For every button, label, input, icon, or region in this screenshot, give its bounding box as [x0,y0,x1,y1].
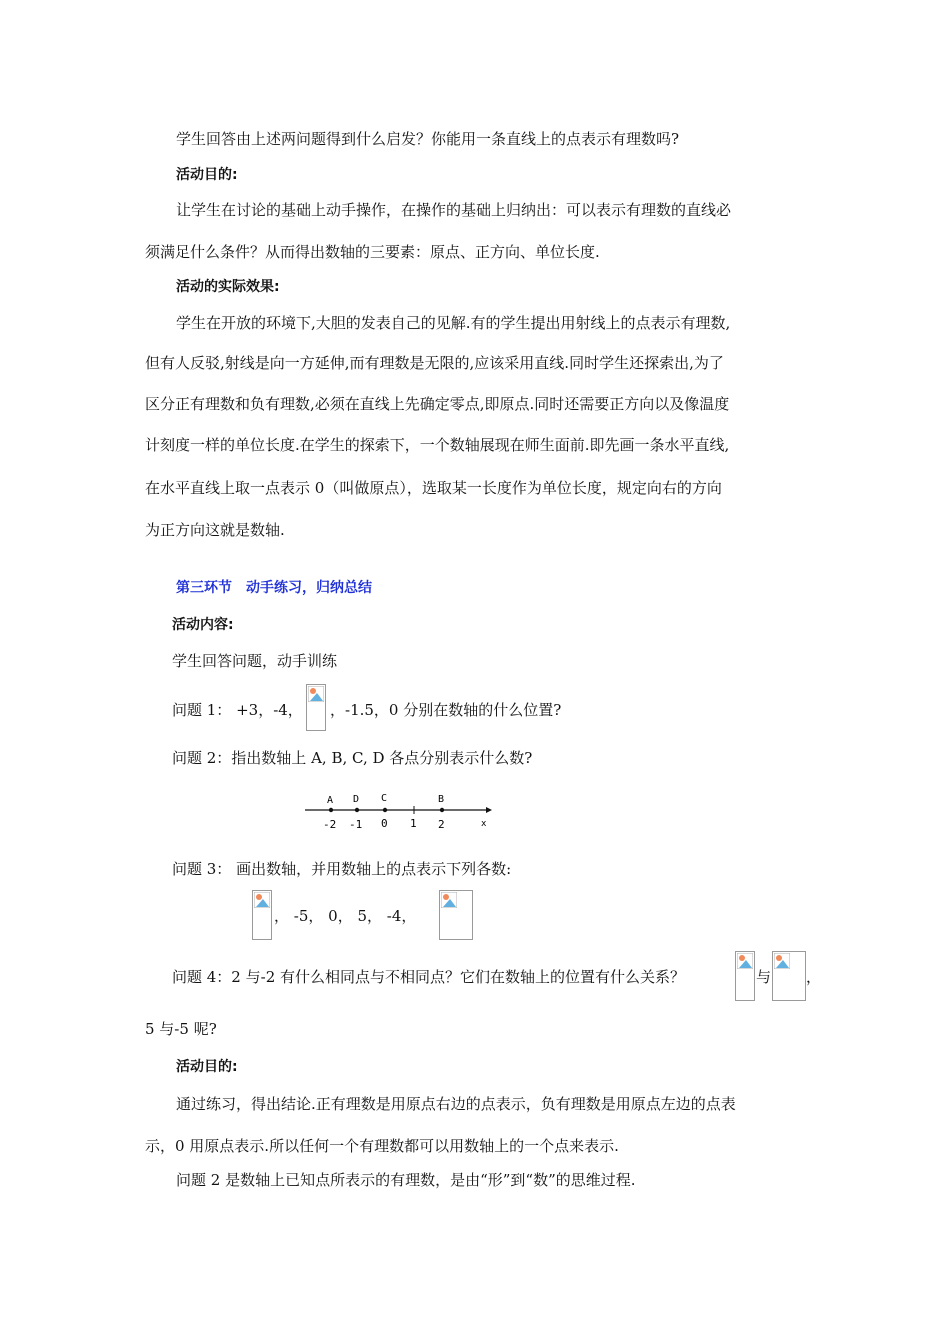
question-1-prefix: 问题 1： +3，-4， [172,701,303,719]
goal-line-1: 让学生在讨论的基础上动手操作，在操作的基础上归纳出：可以表示有理数的直线必 [176,201,732,219]
paragraph-question: 学生回答由上述两问题得到什么启发？你能用一条直线上的点表示有理数吗? [176,130,680,148]
question-3: 问题 3： 画出数轴，并用数轴上的点表示下列各数: [172,860,512,878]
question-4-line-2: 5 与-5 呢? [145,1020,217,1038]
number-line-figure [300,788,500,834]
question-4-comma: ， [806,968,822,986]
content-text: 学生回答问题，动手训练 [172,652,338,670]
section-title: 第三环节 动手练习，归纳总结 [176,580,372,596]
label-a: A [327,795,334,806]
heading-activity-goal-2: 活动目的: [176,1059,238,1075]
question-4-with: 与 [756,968,772,986]
heading-activity-effect: 活动的实际效果: [176,279,280,295]
question-3-numbers: ， -5， 0， 5， -4， [274,907,417,925]
label-c: C [381,793,388,804]
tick-label: -1 [349,818,363,831]
point-a [329,808,333,812]
effect-line-5: 在水平直线上取一点表示 0（叫做原点），选取某一长度作为单位长度，规定向右的方向 [145,479,722,497]
heading-activity-goal: 活动目的: [176,167,238,183]
question-4: 问题 4：2 与-2 有什么相同点与不相同点？它们在数轴上的位置有什么关系？ [172,968,686,986]
effect-line-4: 计刻度一样的单位长度.在学生的探索下，一个数轴展现在师生面前.即先画一条水平直线, [145,436,730,454]
effect-line-1: 学生在开放的环境下,大胆的发表自己的见解.有的学生提出用射线上的点表示有理数, [176,314,731,332]
goal-line-2: 须满足什么条件？从而得出数轴的三要素：原点、正方向、单位长度. [145,243,600,261]
axis-label-x: x [481,819,487,829]
tick-label: 1 [410,817,417,830]
goal-2-line-3: 问题 2 是数轴上已知点所表示的有理数，是由“形”到“数”的思维过程. [176,1171,636,1189]
effect-line-3: 区分正有理数和负有理数,必须在直线上先确定零点,即原点.同时还需要正方向以及像温度 [145,395,730,413]
point-c [383,808,387,812]
goal-2-line-1: 通过练习，得出结论.正有理数是用原点右边的点表示，负有理数是用原点左边的点表 [176,1095,736,1113]
broken-image-icon [772,951,806,1001]
question-1-suffix: ，-1.5，0 分别在数轴的什么位置? [330,701,562,719]
broken-image-icon [735,951,755,1001]
tick-label: -2 [323,818,337,831]
point-d [355,808,359,812]
label-b: B [438,794,445,805]
effect-line-6: 为正方向这就是数轴. [145,521,285,539]
tick-label: 2 [438,818,445,831]
arrow-head [486,807,492,813]
tick-label: 0 [381,817,388,830]
broken-image-icon [306,684,326,731]
broken-image-icon [439,890,473,940]
broken-image-icon [252,890,272,940]
heading-activity-content: 活动内容: [172,617,234,633]
goal-2-line-2: 示，0 用原点表示.所以任何一个有理数都可以用数轴上的一个点来表示. [145,1137,619,1155]
effect-line-2: 但有人反驳,射线是向一方延伸,而有理数是无限的,应该采用直线.同时学生还探索出,为了 [145,354,724,372]
question-2: 问题 2：指出数轴上 A, B, C, D 各点分别表示什么数? [172,749,533,767]
label-d: D [353,794,360,805]
point-b [440,808,444,812]
